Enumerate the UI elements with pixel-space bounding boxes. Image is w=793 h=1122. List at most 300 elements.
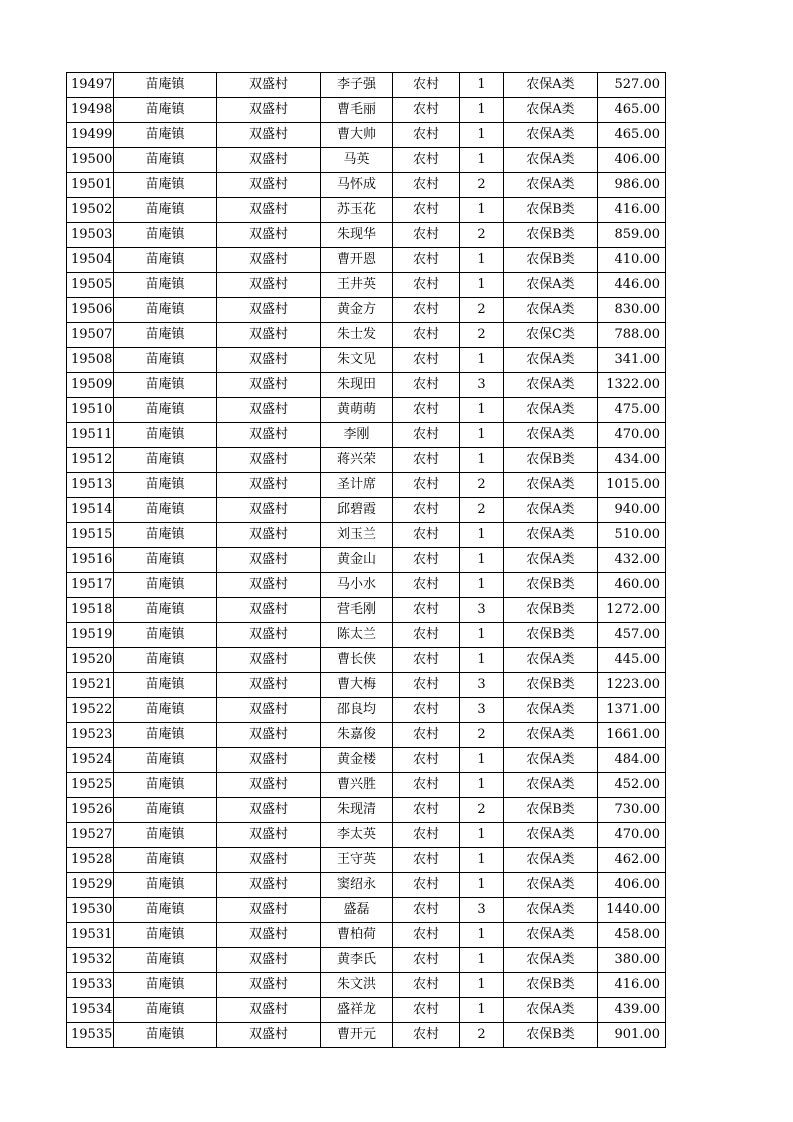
cell-name: 曹大帅 bbox=[321, 123, 393, 148]
cell-town: 苗庵镇 bbox=[114, 823, 217, 848]
cell-town: 苗庵镇 bbox=[114, 248, 217, 273]
table-row bbox=[67, 623, 666, 648]
cell-count: 3 bbox=[460, 698, 504, 723]
table-row bbox=[67, 373, 666, 398]
table-row bbox=[67, 423, 666, 448]
cell-town: 苗庵镇 bbox=[114, 448, 217, 473]
cell-village: 双盛村 bbox=[217, 773, 321, 798]
cell-amount: 452.00 bbox=[598, 773, 666, 798]
cell-amount: 475.00 bbox=[598, 398, 666, 423]
cell-type: 农村 bbox=[393, 798, 460, 823]
cell-category: 农保A类 bbox=[504, 173, 598, 198]
cell-amount: 410.00 bbox=[598, 248, 666, 273]
cell-amount: 406.00 bbox=[598, 873, 666, 898]
cell-village: 双盛村 bbox=[217, 323, 321, 348]
cell-amount: 1015.00 bbox=[598, 473, 666, 498]
cell-village: 双盛村 bbox=[217, 148, 321, 173]
cell-town: 苗庵镇 bbox=[114, 948, 217, 973]
table-row bbox=[67, 548, 666, 573]
cell-category: 农保A类 bbox=[504, 748, 598, 773]
cell-village: 双盛村 bbox=[217, 798, 321, 823]
cell-town: 苗庵镇 bbox=[114, 998, 217, 1023]
cell-village: 双盛村 bbox=[217, 973, 321, 998]
cell-amount: 380.00 bbox=[598, 948, 666, 973]
cell-id: 19503 bbox=[67, 223, 114, 248]
cell-type: 农村 bbox=[393, 948, 460, 973]
cell-type: 农村 bbox=[393, 598, 460, 623]
cell-town: 苗庵镇 bbox=[114, 573, 217, 598]
cell-town: 苗庵镇 bbox=[114, 923, 217, 948]
cell-category: 农保B类 bbox=[504, 598, 598, 623]
cell-category: 农保B类 bbox=[504, 1023, 598, 1048]
cell-count: 1 bbox=[460, 823, 504, 848]
table-row bbox=[67, 498, 666, 523]
cell-village: 双盛村 bbox=[217, 448, 321, 473]
table-row bbox=[67, 148, 666, 173]
cell-type: 农村 bbox=[393, 98, 460, 123]
cell-name: 圣计席 bbox=[321, 473, 393, 498]
cell-type: 农村 bbox=[393, 198, 460, 223]
cell-id: 19532 bbox=[67, 948, 114, 973]
cell-name: 曹兴胜 bbox=[321, 773, 393, 798]
cell-category: 农保A类 bbox=[504, 773, 598, 798]
cell-village: 双盛村 bbox=[217, 523, 321, 548]
cell-category: 农保A类 bbox=[504, 873, 598, 898]
cell-amount: 1223.00 bbox=[598, 673, 666, 698]
cell-amount: 465.00 bbox=[598, 98, 666, 123]
cell-category: 农保A类 bbox=[504, 923, 598, 948]
cell-category: 农保A类 bbox=[504, 398, 598, 423]
cell-count: 1 bbox=[460, 398, 504, 423]
cell-id: 19516 bbox=[67, 548, 114, 573]
cell-id: 19512 bbox=[67, 448, 114, 473]
cell-category: 农保A类 bbox=[504, 423, 598, 448]
cell-town: 苗庵镇 bbox=[114, 648, 217, 673]
cell-town: 苗庵镇 bbox=[114, 348, 217, 373]
cell-id: 19531 bbox=[67, 923, 114, 948]
cell-type: 农村 bbox=[393, 898, 460, 923]
cell-id: 19497 bbox=[67, 73, 114, 98]
table-row bbox=[67, 198, 666, 223]
table-row bbox=[67, 948, 666, 973]
cell-id: 19505 bbox=[67, 273, 114, 298]
table-row bbox=[67, 448, 666, 473]
cell-count: 2 bbox=[460, 798, 504, 823]
cell-type: 农村 bbox=[393, 273, 460, 298]
cell-village: 双盛村 bbox=[217, 648, 321, 673]
cell-id: 19509 bbox=[67, 373, 114, 398]
cell-category: 农保A类 bbox=[504, 298, 598, 323]
cell-id: 19530 bbox=[67, 898, 114, 923]
cell-count: 2 bbox=[460, 323, 504, 348]
cell-id: 19517 bbox=[67, 573, 114, 598]
cell-category: 农保A类 bbox=[504, 648, 598, 673]
cell-amount: 859.00 bbox=[598, 223, 666, 248]
cell-type: 农村 bbox=[393, 548, 460, 573]
cell-type: 农村 bbox=[393, 148, 460, 173]
cell-name: 陈太兰 bbox=[321, 623, 393, 648]
cell-type: 农村 bbox=[393, 873, 460, 898]
cell-count: 1 bbox=[460, 648, 504, 673]
cell-name: 黄金山 bbox=[321, 548, 393, 573]
cell-count: 1 bbox=[460, 873, 504, 898]
cell-town: 苗庵镇 bbox=[114, 148, 217, 173]
cell-amount: 1661.00 bbox=[598, 723, 666, 748]
cell-type: 农村 bbox=[393, 373, 460, 398]
cell-id: 19506 bbox=[67, 298, 114, 323]
cell-category: 农保B类 bbox=[504, 573, 598, 598]
cell-category: 农保B类 bbox=[504, 448, 598, 473]
cell-id: 19514 bbox=[67, 498, 114, 523]
cell-village: 双盛村 bbox=[217, 873, 321, 898]
cell-name: 朱文洪 bbox=[321, 973, 393, 998]
cell-town: 苗庵镇 bbox=[114, 773, 217, 798]
cell-village: 双盛村 bbox=[217, 423, 321, 448]
cell-id: 19522 bbox=[67, 698, 114, 723]
cell-name: 马英 bbox=[321, 148, 393, 173]
table-row bbox=[67, 248, 666, 273]
cell-town: 苗庵镇 bbox=[114, 498, 217, 523]
cell-town: 苗庵镇 bbox=[114, 73, 217, 98]
cell-name: 黄金方 bbox=[321, 298, 393, 323]
table-row bbox=[67, 398, 666, 423]
cell-count: 3 bbox=[460, 673, 504, 698]
cell-town: 苗庵镇 bbox=[114, 198, 217, 223]
cell-type: 农村 bbox=[393, 473, 460, 498]
cell-count: 1 bbox=[460, 998, 504, 1023]
cell-id: 19513 bbox=[67, 473, 114, 498]
cell-village: 双盛村 bbox=[217, 348, 321, 373]
cell-town: 苗庵镇 bbox=[114, 523, 217, 548]
cell-town: 苗庵镇 bbox=[114, 723, 217, 748]
cell-type: 农村 bbox=[393, 773, 460, 798]
cell-category: 农保A类 bbox=[504, 548, 598, 573]
cell-count: 2 bbox=[460, 298, 504, 323]
cell-village: 双盛村 bbox=[217, 173, 321, 198]
cell-amount: 1322.00 bbox=[598, 373, 666, 398]
table-row bbox=[67, 673, 666, 698]
cell-village: 双盛村 bbox=[217, 823, 321, 848]
cell-category: 农保B类 bbox=[504, 973, 598, 998]
cell-id: 19510 bbox=[67, 398, 114, 423]
cell-amount: 445.00 bbox=[598, 648, 666, 673]
cell-category: 农保B类 bbox=[504, 623, 598, 648]
cell-amount: 457.00 bbox=[598, 623, 666, 648]
cell-town: 苗庵镇 bbox=[114, 98, 217, 123]
cell-name: 邵良均 bbox=[321, 698, 393, 723]
cell-count: 1 bbox=[460, 73, 504, 98]
cell-count: 3 bbox=[460, 598, 504, 623]
cell-village: 双盛村 bbox=[217, 73, 321, 98]
table-row bbox=[67, 723, 666, 748]
cell-village: 双盛村 bbox=[217, 748, 321, 773]
cell-type: 农村 bbox=[393, 923, 460, 948]
cell-category: 农保A类 bbox=[504, 348, 598, 373]
cell-count: 1 bbox=[460, 948, 504, 973]
cell-name: 黄金楼 bbox=[321, 748, 393, 773]
cell-category: 农保A类 bbox=[504, 898, 598, 923]
cell-village: 双盛村 bbox=[217, 223, 321, 248]
cell-village: 双盛村 bbox=[217, 598, 321, 623]
cell-village: 双盛村 bbox=[217, 623, 321, 648]
cell-town: 苗庵镇 bbox=[114, 298, 217, 323]
table-row bbox=[67, 123, 666, 148]
cell-type: 农村 bbox=[393, 173, 460, 198]
cell-count: 2 bbox=[460, 498, 504, 523]
cell-category: 农保B类 bbox=[504, 198, 598, 223]
table-row bbox=[67, 473, 666, 498]
cell-town: 苗庵镇 bbox=[114, 423, 217, 448]
cell-name: 李子强 bbox=[321, 73, 393, 98]
cell-village: 双盛村 bbox=[217, 248, 321, 273]
table-row bbox=[67, 823, 666, 848]
cell-village: 双盛村 bbox=[217, 98, 321, 123]
cell-town: 苗庵镇 bbox=[114, 273, 217, 298]
cell-type: 农村 bbox=[393, 498, 460, 523]
cell-amount: 439.00 bbox=[598, 998, 666, 1023]
cell-count: 1 bbox=[460, 248, 504, 273]
table-row bbox=[67, 273, 666, 298]
cell-id: 19529 bbox=[67, 873, 114, 898]
cell-category: 农保A类 bbox=[504, 698, 598, 723]
cell-name: 黄萌萌 bbox=[321, 398, 393, 423]
records-table bbox=[66, 72, 666, 1048]
cell-count: 1 bbox=[460, 98, 504, 123]
cell-count: 2 bbox=[460, 223, 504, 248]
cell-category: 农保A类 bbox=[504, 273, 598, 298]
cell-name: 盛祥龙 bbox=[321, 998, 393, 1023]
cell-id: 19526 bbox=[67, 798, 114, 823]
cell-category: 农保A类 bbox=[504, 148, 598, 173]
cell-id: 19498 bbox=[67, 98, 114, 123]
table-row bbox=[67, 323, 666, 348]
cell-id: 19528 bbox=[67, 848, 114, 873]
cell-count: 1 bbox=[460, 573, 504, 598]
cell-count: 1 bbox=[460, 773, 504, 798]
cell-id: 19521 bbox=[67, 673, 114, 698]
cell-village: 双盛村 bbox=[217, 948, 321, 973]
cell-name: 窦绍永 bbox=[321, 873, 393, 898]
cell-category: 农保A类 bbox=[504, 523, 598, 548]
cell-id: 19511 bbox=[67, 423, 114, 448]
cell-town: 苗庵镇 bbox=[114, 748, 217, 773]
cell-town: 苗庵镇 bbox=[114, 848, 217, 873]
cell-amount: 434.00 bbox=[598, 448, 666, 473]
cell-amount: 462.00 bbox=[598, 848, 666, 873]
cell-town: 苗庵镇 bbox=[114, 898, 217, 923]
cell-town: 苗庵镇 bbox=[114, 623, 217, 648]
cell-name: 朱现田 bbox=[321, 373, 393, 398]
cell-type: 农村 bbox=[393, 398, 460, 423]
cell-count: 1 bbox=[460, 848, 504, 873]
cell-name: 曹毛丽 bbox=[321, 98, 393, 123]
cell-amount: 458.00 bbox=[598, 923, 666, 948]
table-row bbox=[67, 648, 666, 673]
cell-id: 19499 bbox=[67, 123, 114, 148]
cell-village: 双盛村 bbox=[217, 723, 321, 748]
cell-id: 19500 bbox=[67, 148, 114, 173]
cell-town: 苗庵镇 bbox=[114, 173, 217, 198]
cell-count: 2 bbox=[460, 723, 504, 748]
cell-id: 19523 bbox=[67, 723, 114, 748]
cell-town: 苗庵镇 bbox=[114, 223, 217, 248]
cell-amount: 446.00 bbox=[598, 273, 666, 298]
table-row bbox=[67, 1023, 666, 1048]
cell-category: 农保B类 bbox=[504, 248, 598, 273]
cell-category: 农保A类 bbox=[504, 98, 598, 123]
cell-town: 苗庵镇 bbox=[114, 798, 217, 823]
cell-name: 曹开元 bbox=[321, 1023, 393, 1048]
cell-count: 1 bbox=[460, 423, 504, 448]
cell-type: 农村 bbox=[393, 423, 460, 448]
cell-village: 双盛村 bbox=[217, 548, 321, 573]
cell-amount: 986.00 bbox=[598, 173, 666, 198]
cell-name: 马小水 bbox=[321, 573, 393, 598]
cell-type: 农村 bbox=[393, 823, 460, 848]
cell-amount: 510.00 bbox=[598, 523, 666, 548]
cell-id: 19519 bbox=[67, 623, 114, 648]
table-row bbox=[67, 598, 666, 623]
cell-village: 双盛村 bbox=[217, 123, 321, 148]
cell-amount: 730.00 bbox=[598, 798, 666, 823]
cell-id: 19520 bbox=[67, 648, 114, 673]
table-row bbox=[67, 523, 666, 548]
cell-type: 农村 bbox=[393, 973, 460, 998]
cell-category: 农保A类 bbox=[504, 73, 598, 98]
cell-village: 双盛村 bbox=[217, 498, 321, 523]
table-row bbox=[67, 98, 666, 123]
cell-category: 农保A类 bbox=[504, 498, 598, 523]
cell-village: 双盛村 bbox=[217, 573, 321, 598]
table-row bbox=[67, 223, 666, 248]
cell-village: 双盛村 bbox=[217, 848, 321, 873]
cell-type: 农村 bbox=[393, 123, 460, 148]
cell-count: 1 bbox=[460, 523, 504, 548]
cell-name: 曹柏荷 bbox=[321, 923, 393, 948]
table-row bbox=[67, 798, 666, 823]
cell-type: 农村 bbox=[393, 323, 460, 348]
cell-count: 2 bbox=[460, 173, 504, 198]
cell-id: 19502 bbox=[67, 198, 114, 223]
table-row bbox=[67, 773, 666, 798]
cell-amount: 788.00 bbox=[598, 323, 666, 348]
cell-name: 马怀成 bbox=[321, 173, 393, 198]
cell-id: 19507 bbox=[67, 323, 114, 348]
cell-type: 农村 bbox=[393, 648, 460, 673]
cell-name: 朱现华 bbox=[321, 223, 393, 248]
cell-type: 农村 bbox=[393, 673, 460, 698]
table-row bbox=[67, 848, 666, 873]
cell-name: 邱碧霞 bbox=[321, 498, 393, 523]
cell-id: 19525 bbox=[67, 773, 114, 798]
cell-type: 农村 bbox=[393, 248, 460, 273]
table-row bbox=[67, 973, 666, 998]
cell-town: 苗庵镇 bbox=[114, 873, 217, 898]
cell-id: 19501 bbox=[67, 173, 114, 198]
cell-amount: 1440.00 bbox=[598, 898, 666, 923]
cell-name: 王守英 bbox=[321, 848, 393, 873]
cell-town: 苗庵镇 bbox=[114, 1023, 217, 1048]
table-row bbox=[67, 73, 666, 98]
cell-count: 1 bbox=[460, 973, 504, 998]
cell-village: 双盛村 bbox=[217, 298, 321, 323]
cell-count: 1 bbox=[460, 923, 504, 948]
cell-count: 1 bbox=[460, 748, 504, 773]
cell-town: 苗庵镇 bbox=[114, 398, 217, 423]
cell-town: 苗庵镇 bbox=[114, 123, 217, 148]
cell-id: 19518 bbox=[67, 598, 114, 623]
cell-amount: 470.00 bbox=[598, 423, 666, 448]
cell-name: 苏玉花 bbox=[321, 198, 393, 223]
cell-count: 1 bbox=[460, 448, 504, 473]
cell-category: 农保B类 bbox=[504, 673, 598, 698]
cell-category: 农保A类 bbox=[504, 473, 598, 498]
cell-type: 农村 bbox=[393, 748, 460, 773]
cell-town: 苗庵镇 bbox=[114, 598, 217, 623]
cell-amount: 432.00 bbox=[598, 548, 666, 573]
cell-town: 苗庵镇 bbox=[114, 698, 217, 723]
cell-id: 19534 bbox=[67, 998, 114, 1023]
cell-amount: 341.00 bbox=[598, 348, 666, 373]
table-row bbox=[67, 173, 666, 198]
table-row bbox=[67, 698, 666, 723]
records-body bbox=[67, 73, 666, 1048]
cell-amount: 527.00 bbox=[598, 73, 666, 98]
cell-name: 曹大梅 bbox=[321, 673, 393, 698]
cell-town: 苗庵镇 bbox=[114, 473, 217, 498]
cell-type: 农村 bbox=[393, 448, 460, 473]
cell-count: 1 bbox=[460, 198, 504, 223]
cell-name: 盛磊 bbox=[321, 898, 393, 923]
cell-count: 1 bbox=[460, 348, 504, 373]
cell-type: 农村 bbox=[393, 73, 460, 98]
cell-category: 农保B类 bbox=[504, 798, 598, 823]
cell-type: 农村 bbox=[393, 698, 460, 723]
cell-type: 农村 bbox=[393, 623, 460, 648]
cell-town: 苗庵镇 bbox=[114, 548, 217, 573]
cell-amount: 830.00 bbox=[598, 298, 666, 323]
cell-type: 农村 bbox=[393, 1023, 460, 1048]
cell-count: 1 bbox=[460, 123, 504, 148]
cell-amount: 484.00 bbox=[598, 748, 666, 773]
cell-village: 双盛村 bbox=[217, 898, 321, 923]
cell-category: 农保A类 bbox=[504, 373, 598, 398]
cell-amount: 460.00 bbox=[598, 573, 666, 598]
cell-type: 农村 bbox=[393, 348, 460, 373]
cell-name: 营毛刚 bbox=[321, 598, 393, 623]
table-row bbox=[67, 298, 666, 323]
cell-id: 19515 bbox=[67, 523, 114, 548]
cell-count: 1 bbox=[460, 623, 504, 648]
cell-name: 曹长侠 bbox=[321, 648, 393, 673]
cell-type: 农村 bbox=[393, 848, 460, 873]
cell-village: 双盛村 bbox=[217, 198, 321, 223]
table-row bbox=[67, 748, 666, 773]
cell-amount: 406.00 bbox=[598, 148, 666, 173]
cell-count: 1 bbox=[460, 273, 504, 298]
cell-village: 双盛村 bbox=[217, 698, 321, 723]
cell-type: 农村 bbox=[393, 298, 460, 323]
table-row bbox=[67, 898, 666, 923]
cell-category: 农保C类 bbox=[504, 323, 598, 348]
cell-type: 农村 bbox=[393, 573, 460, 598]
cell-amount: 416.00 bbox=[598, 198, 666, 223]
cell-type: 农村 bbox=[393, 998, 460, 1023]
table-row bbox=[67, 573, 666, 598]
cell-count: 1 bbox=[460, 148, 504, 173]
cell-id: 19504 bbox=[67, 248, 114, 273]
cell-village: 双盛村 bbox=[217, 373, 321, 398]
